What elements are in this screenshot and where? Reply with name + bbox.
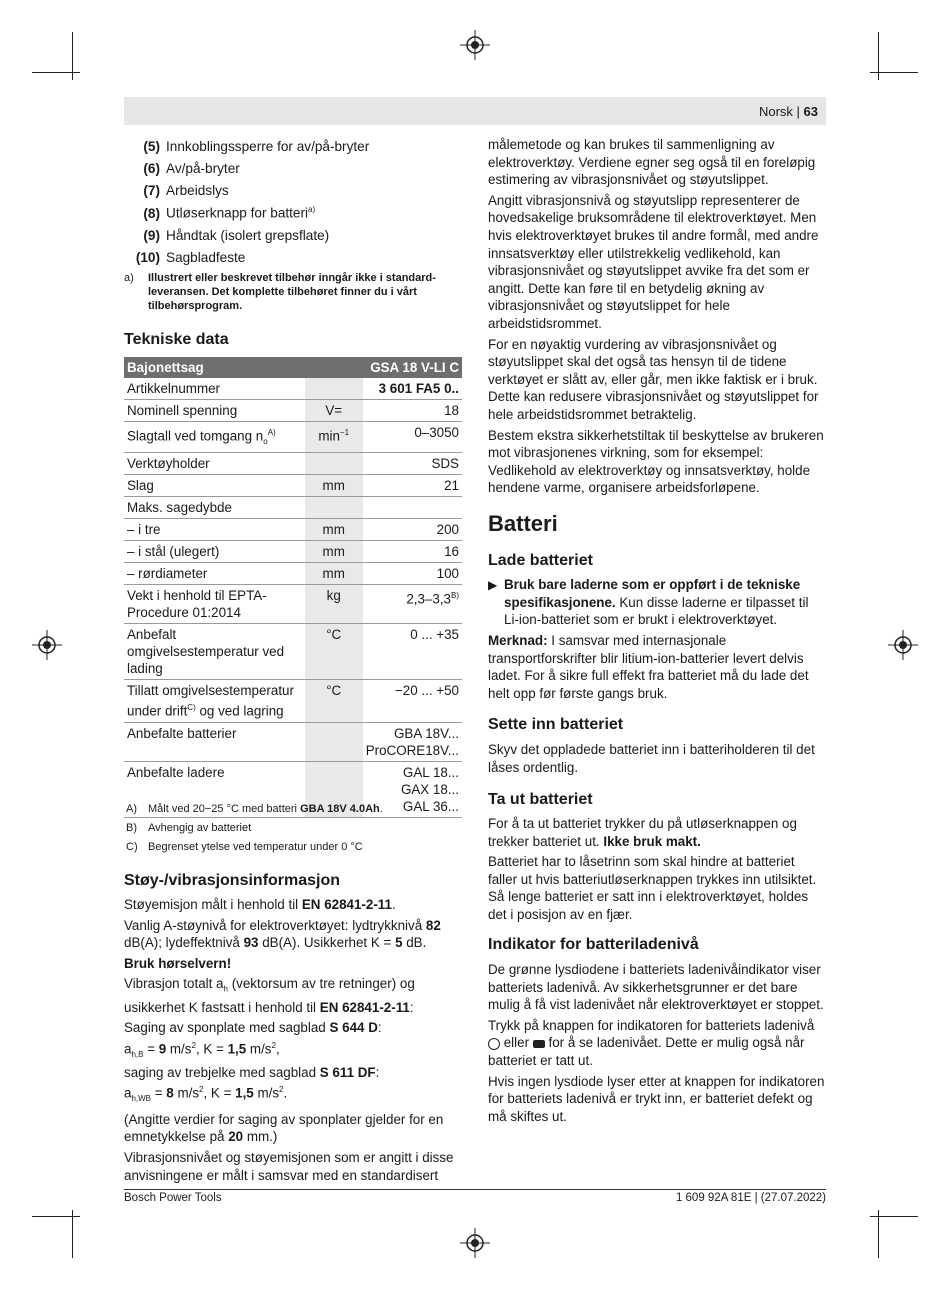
section-title: Ta ut batteriet: [488, 791, 593, 808]
footer-divider: [124, 1189, 826, 1190]
table-row: Verktøyholder SDS: [124, 453, 462, 475]
registration-mark-icon: [32, 630, 62, 660]
table-row: Anbefalt omgivelsestemperatur ved lading °C 0 ... +35: [124, 624, 462, 680]
list-item: (7) Arbeidslys: [143, 183, 229, 198]
table-row: Anbefalte ladere GAL 18... GAX 18... GAL 36...: [124, 761, 462, 817]
crop-mark: [870, 1216, 918, 1217]
registration-mark-icon: [888, 630, 918, 660]
list-item: (10) Sagbladfeste: [135, 250, 246, 265]
crop-mark: [878, 1210, 879, 1258]
battery-button-icon: [488, 1038, 500, 1050]
header-language: Norsk: [758, 104, 793, 119]
section-title: Indikator for batteriladenivå: [488, 936, 699, 953]
footer-left: Bosch Power Tools: [124, 1192, 222, 1204]
note-text: Merknad: I samsvar med internasjonale transportforskrifter blir litium-ion-batterier levert delvis ladet. For å sikre full effekt fra batteriet må du lade det helt opp før første gangs bruk.: [488, 633, 809, 701]
table-footnote: C) Begrenset ytelse ved temperatur under 0 °C: [126, 841, 363, 853]
table-row: – i stål (ulegert) mm 16: [124, 541, 462, 563]
crop-mark: [32, 72, 80, 73]
crop-mark: [72, 1210, 73, 1258]
crop-mark: [870, 72, 918, 73]
table-row: Vekt i henhold til EPTA-Procedure 01:2014 kg $2,3-3,3^{B)}$: [124, 585, 462, 624]
list-item: (9) Håndtak (isolert grepsflate): [143, 228, 330, 243]
section-title: Lade batteriet: [488, 552, 593, 569]
section-title: Støy-/vibrasjonsinformasjon: [124, 872, 341, 889]
table-row: Anbefalte batterier GBA 18V... ProCORE18V...: [124, 722, 462, 761]
table-row: Tillatt omgivelsestemperatur under drift$^{C)}$ og ved lagring °C −20 ... +50: [124, 680, 462, 722]
section-title: Tekniske data: [124, 331, 229, 348]
body-text: De grønne lysdiodene i batteriets ladenivåindikator viser batteriets ladenivå. Av sikkerhetsgrunner er det bare mulig å få vist ladenivået når elektroverktøyet er stoppet. Trykk på knappen for indikatoren for batteriets ladenivå eller for å se ladenivået. Dette er mulig også når batteriet er tatt ut. Hvis ingen lysdiode lyser etter at knappen for indikatoren for batteriets ladenivå er trykt inn, er batteriet defekt og må skiftes ut.: [488, 962, 825, 1124]
table-row: – i tre mm 200: [124, 519, 462, 541]
spec-table: [124, 357, 462, 818]
list-item: (5) Innkoblingssperre for av/på-bryter: [143, 139, 370, 154]
table-row: Artikkelnummer 3 601 FA5 0..: [124, 378, 462, 400]
footnote-text: Illustrert eller beskrevet tilbehør inngår ikke i standard-leveransen. Det komplette tilbehøret finner du i vårt tilbehørsprogram.: [148, 272, 436, 312]
page-header: Norsk | 63: [124, 97, 826, 125]
body-text: For å ta ut batteriet trykker du på utløserknappen og trekker batteriet ut. Ikke bruk makt. Batteriet har to låsetrinn som skal hindre at batteriet faller ut hvis batteriutløserknappen trykkes inn utilsiktet. Så lenge batteriet er satt inn i elektroverktøyet, holdes det i posisjon av en fjær.: [488, 816, 817, 922]
footer-right: 1 609 92A 81E | (27.07.2022): [675, 1192, 826, 1204]
crop-mark: [32, 1216, 80, 1217]
table-row: Slag mm 21: [124, 475, 462, 497]
list-item: (8) Utløserknapp for batteri$^{a)}$: [143, 205, 316, 221]
table-footnote: A) Målt ved 20−25 °C med batteri GBA 18V 4.0Ah.: [126, 803, 383, 815]
right-column-text: målemetode og kan brukes til sammenligning av elektroverktøy. Verdiene egner seg også til en foreløpig estimering av vibrasjonsnivået og støyutslippet. Angitt vibrasjonsnivå og støyutslipp representerer de hovedsakelige bruksområdene til elektroverktøyet. Men hvis elektroverktøyet brukes til andre formål, med andre innsatsverktøy eller utilstrekkelig vedlikehold, kan vibrasjonsnivået og støyutslippet avvike fra det som er angitt. Dette kan føre til en betydelig økning av vibrasjonsnivået og støyutslippet for hele arbeidstidsrommet. For en nøyaktig vurdering av vibrasjonsnivået og støyutslippet skal det også tas hensyn til de tidene verktøyet er slått av, eller går, men ikke faktisk er i bruk. Dette kan redusere vibrasjonsnivået og støyutslippet for hele arbeidstidsrommet betraktelig. Bestem ekstra sikkerhetstiltak til beskyttelse av brukeren mot vibrasjonenes virkning, som for eksempel: Vedlikehold av elektroverktøy og innsatsverktøy, holde hendene varme, organisere arbeidsforløpene.: [488, 137, 824, 496]
bullet-text: Bruk bare laderne som er oppført i de tekniske spesifikasjonene. Kun disse laderne er tilpasset til Li-ion-batteriet som er brukt i elektroverktøyet.: [504, 577, 809, 628]
section-title: Sette inn batteriet: [488, 716, 624, 733]
table-row: Slagtall ved tomgang $n_o^{A)}$ $\min^{-1}$ 0–3050: [124, 422, 462, 453]
battery-indicator-icon: [533, 1040, 545, 1048]
noise-text: Støyemisjon målt i henhold til EN 62841-2-11. Vanlig A-støynivå for elektroverktøyet: lydtrykknivå 82 dB(A); lydeffektnivå 93 dB(A). Usikkerhet K = 5 dB. Bruk hørselvern! Vibrasjon totalt $a_h$ (vektorsum av tre retninger) og usikkerhet K fastsatt i henhold til EN 62841-2-11: Saging av sponplate med sagblad S 644 D: $a_{h,B} = 9$ $m/s^2$, K = 1,5 $m/s^2$, saging av trebjelke med sagblad S 611 DF: $a_{h,WB} = 8$ $m/s^2$, K = 1,5 $m/s^2$. (Angitte verdier for saging av sponplater gjelder for en emnetykkelse på 20 mm.) Vibrasjonsnivået og støyemisjonen som er angitt i disse anvisningene er målt i samsvar med en standardisert: [124, 897, 454, 1183]
body-text: Skyv det oppladede batteriet inn i batteriholderen til det låses ordentlig.: [488, 742, 815, 775]
table-row: Maks. sagedybde: [124, 497, 462, 519]
table-row: – rørdiameter mm 100: [124, 563, 462, 585]
bullet-arrow-icon: ▶: [488, 578, 498, 592]
chapter-title: Batteri: [488, 511, 558, 536]
table-header: Bajonettsag GSA 18 V-LI C: [124, 357, 462, 378]
list-item: (6) Av/på-bryter: [143, 161, 240, 176]
page-number: 63: [803, 104, 818, 119]
table-row: Nominell spenning V= 18: [124, 400, 462, 422]
table-footnote: B) Avhengig av batteriet: [126, 822, 252, 834]
registration-mark-icon: [460, 1228, 490, 1258]
footnote: a): [124, 272, 134, 284]
registration-mark-icon: [460, 30, 490, 60]
